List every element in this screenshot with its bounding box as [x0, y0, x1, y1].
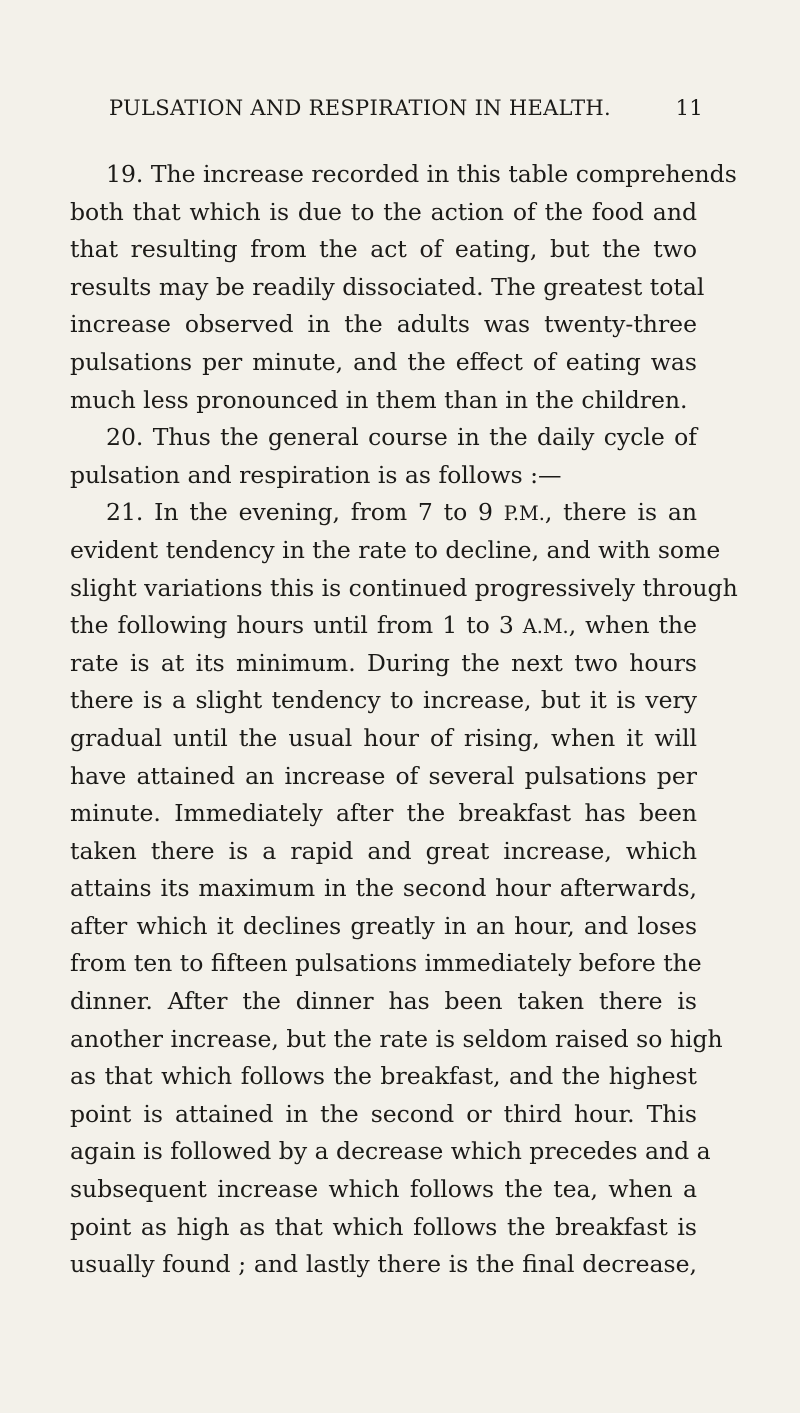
text-line: evident tendency in the rate to decline, and with some — [70, 535, 721, 564]
text-line: 21. In the evening, from 7 to 9 P.M., there is an — [106, 498, 697, 527]
text-line: attains its maximum in the second hour afterwards, — [70, 874, 697, 903]
text-line: slight variations this is continued progressively through — [70, 573, 738, 602]
text-line: much less pronounced in them than in the children. — [70, 385, 688, 414]
text-line: minute. Immediately after the breakfast has been — [70, 799, 697, 828]
text-line: point as high as that which follows the breakfast is — [70, 1212, 697, 1241]
text-line: dinner. After the dinner has been taken there is — [70, 987, 697, 1016]
text-line: taken there is a rapid and great increase, which — [70, 836, 697, 865]
running-head — [109, 96, 703, 130]
text-line: 20. Thus the general course in the daily cycle of — [106, 423, 697, 452]
text-line: increase observed in the adults was twenty-three — [70, 310, 697, 339]
text-line: again is followed by a decrease which precedes and a — [70, 1137, 711, 1166]
page-number: 11 — [675, 96, 703, 120]
text-line: from ten to fifteen pulsations immediately before the — [70, 949, 702, 978]
body-text — [70, 156, 738, 1284]
text-line: 19. The increase recorded in this table comprehends — [106, 160, 737, 188]
text-line: that resulting from the act of eating, but the two — [70, 235, 697, 264]
text-line: pulsations per minute, and the effect of eating was — [70, 347, 697, 376]
text-line: gradual until the usual hour of rising, when it will — [70, 723, 697, 752]
time-abbreviation: A.M. — [522, 615, 569, 639]
text-line: both that which is due to the action of the food and — [70, 197, 697, 226]
text-line: results may be readily dissociated. The greatest total — [70, 272, 705, 301]
text-line: rate is at its minimum. During the next two hours — [70, 648, 697, 677]
text-line: another increase, but the rate is seldom raised so high — [70, 1024, 723, 1053]
time-abbreviation: P.M. — [503, 502, 545, 526]
text-line: have attained an increase of several pulsations per — [70, 761, 697, 790]
text-line: the following hours until from 1 to 3 A.M., when the — [70, 611, 697, 640]
text-line: subsequent increase which follows the tea, when a — [70, 1175, 697, 1204]
text-line: after which it declines greatly in an hour, and loses — [70, 911, 697, 940]
text-line: there is a slight tendency to increase, but it is very — [70, 686, 697, 715]
text-line: pulsation and respiration is as follows :— — [70, 460, 562, 489]
text-line: usually found ; and lastly there is the final decrease, — [70, 1250, 697, 1279]
running-head-title: PULSATION AND RESPIRATION IN HEALTH. — [109, 96, 611, 120]
text-line: point is attained in the second or third hour. This — [70, 1099, 697, 1128]
text-line: as that which follows the breakfast, and the highest — [70, 1062, 697, 1091]
